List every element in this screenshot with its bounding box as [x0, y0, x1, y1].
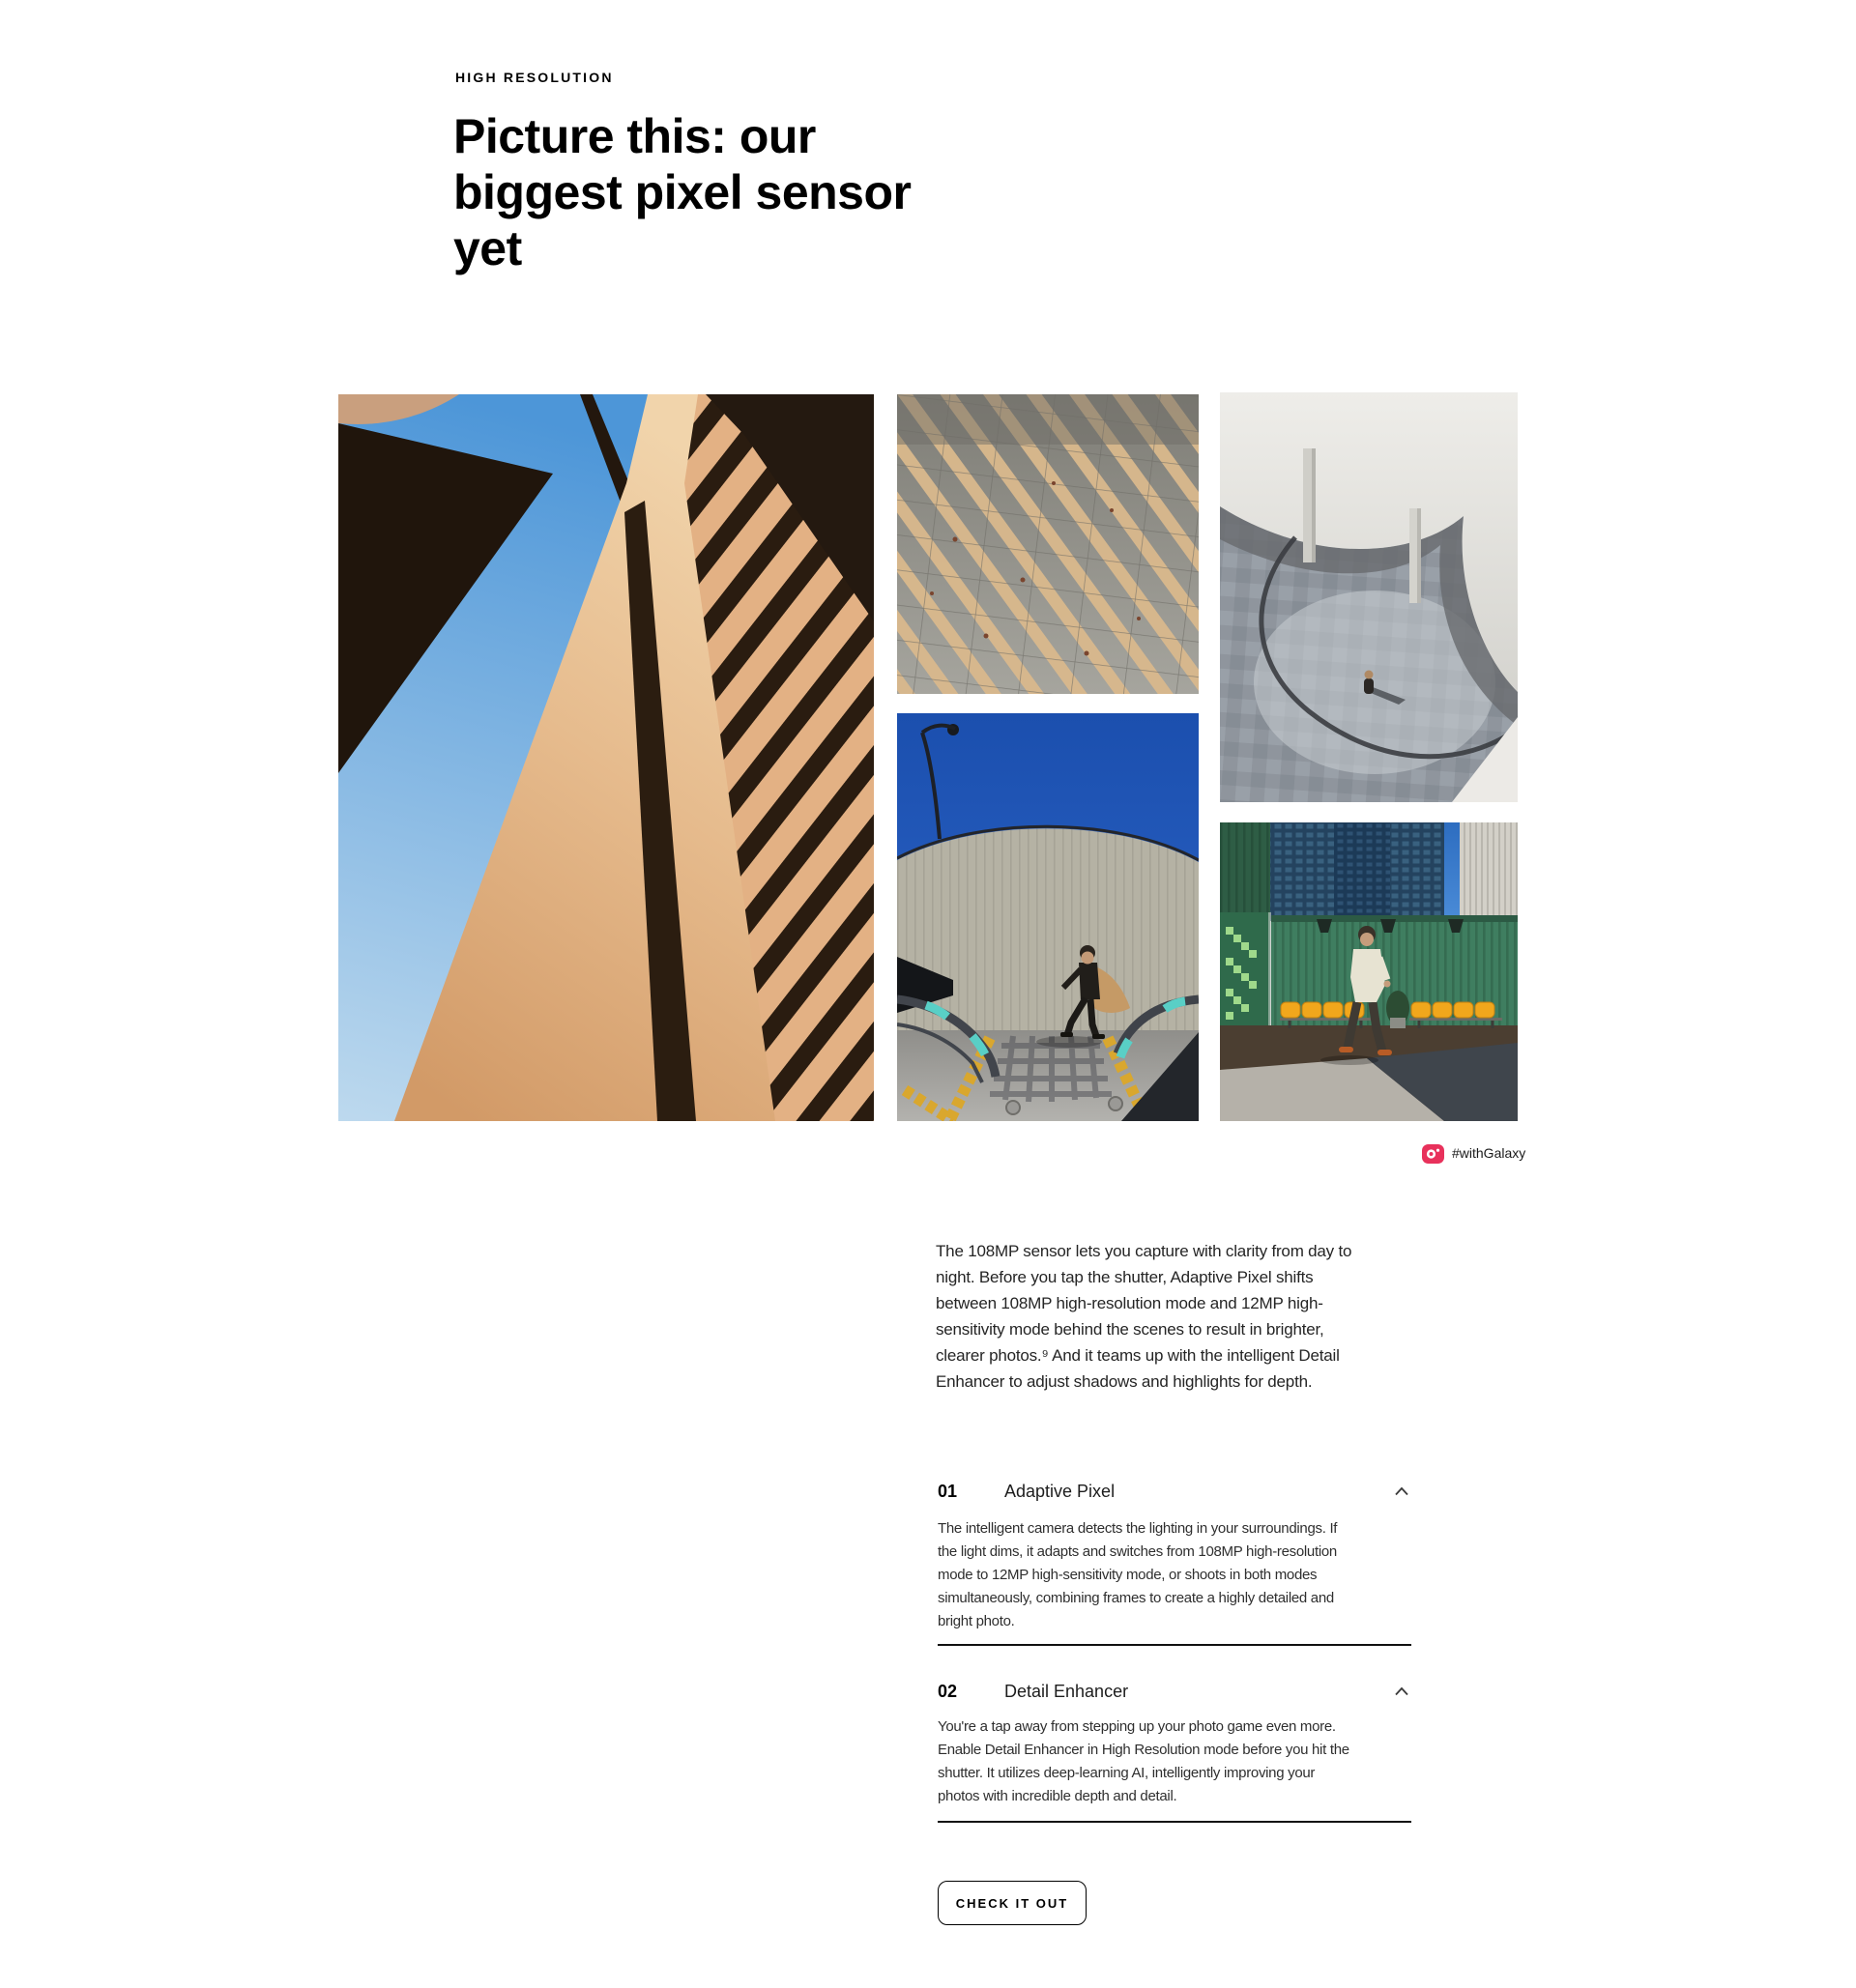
accordion-body-line: mode to 12MP high-sensitivity mode, or shoots in both modes [938, 1567, 1318, 1583]
accordion-body-line: The intelligent camera detects the lighting in your surroundings. If [938, 1520, 1338, 1537]
accordion-divider [938, 1644, 1411, 1646]
accordion-item-detail-enhancer-header[interactable] [938, 1682, 1411, 1705]
chevron-up-icon [1394, 1685, 1409, 1697]
pillar-slats-illustration [338, 394, 874, 1121]
chevron-up-icon [1394, 1485, 1409, 1497]
heading-line: biggest pixel sensor [453, 165, 912, 219]
accordion-divider [938, 1821, 1411, 1823]
accordion-body-line: the light dims, it adapts and switches from 108MP high-resolution [938, 1543, 1337, 1560]
accordion-body-adaptive-pixel [938, 1517, 1337, 1633]
accordion-body-line: photos with incredible depth and detail. [938, 1788, 1177, 1804]
accordion-title: Adaptive Pixel [1004, 1482, 1116, 1501]
accordion-body-line: You're a tap away from stepping up your photo game even more. [938, 1718, 1336, 1735]
accordion-body-line: bright photo. [938, 1613, 1015, 1629]
withgalaxy-attribution[interactable] [1422, 1143, 1525, 1164]
courtyard-overhead-illustration [1220, 392, 1518, 802]
heading-line: yet [453, 221, 522, 275]
paragraph-line: night. Before you tap the shutter, Adaptive Pixel shifts [936, 1268, 1314, 1286]
camera-icon [1422, 1144, 1444, 1164]
section-eyebrow: HIGH RESOLUTION [455, 70, 614, 85]
photo-plaza-shadows [897, 394, 1199, 694]
photo-courtyard-overhead [1220, 392, 1518, 802]
subway-exit-illustration [897, 713, 1199, 1121]
check-it-out-label: CHECK IT OUT [955, 1895, 1069, 1911]
paragraph-line: Enhancer to adjust shadows and highlights for depth. [936, 1372, 1313, 1391]
photo-pillar-slats [338, 394, 874, 1121]
photo-subway-exit [897, 713, 1199, 1121]
plaza-shadows-illustration [897, 394, 1199, 694]
withgalaxy-label: #withGalaxy [1452, 1145, 1526, 1161]
intro-paragraph [936, 1238, 1351, 1395]
accordion-body-detail-enhancer [938, 1715, 1349, 1808]
paragraph-line: clearer photos.⁹ And it teams up with the intelligent Detail [936, 1346, 1340, 1365]
accordion-number: 01 [938, 1482, 958, 1501]
container-street-illustration [1220, 822, 1518, 1121]
accordion-body-line: Enable Detail Enhancer in High Resolution mode before you hit the [938, 1742, 1349, 1758]
accordion-item-adaptive-pixel-header[interactable] [938, 1482, 1411, 1505]
accordion-number: 02 [938, 1682, 958, 1701]
paragraph-line: The 108MP sensor lets you capture with clarity from day to [936, 1242, 1352, 1260]
paragraph-line: sensitivity mode behind the scenes to result in brighter, [936, 1320, 1324, 1339]
page-title [453, 108, 911, 276]
accordion-body-line: shutter. It utilizes deep-learning AI, intelligently improving your [938, 1765, 1316, 1781]
accordion-body-line: simultaneously, combining frames to create a highly detailed and [938, 1590, 1334, 1606]
paragraph-line: between 108MP high-resolution mode and 12MP high- [936, 1294, 1323, 1312]
photo-container-street [1220, 822, 1518, 1121]
accordion-title: Detail Enhancer [1004, 1682, 1129, 1701]
check-it-out-button[interactable] [938, 1881, 1087, 1925]
heading-line: Picture this: our [453, 109, 816, 163]
